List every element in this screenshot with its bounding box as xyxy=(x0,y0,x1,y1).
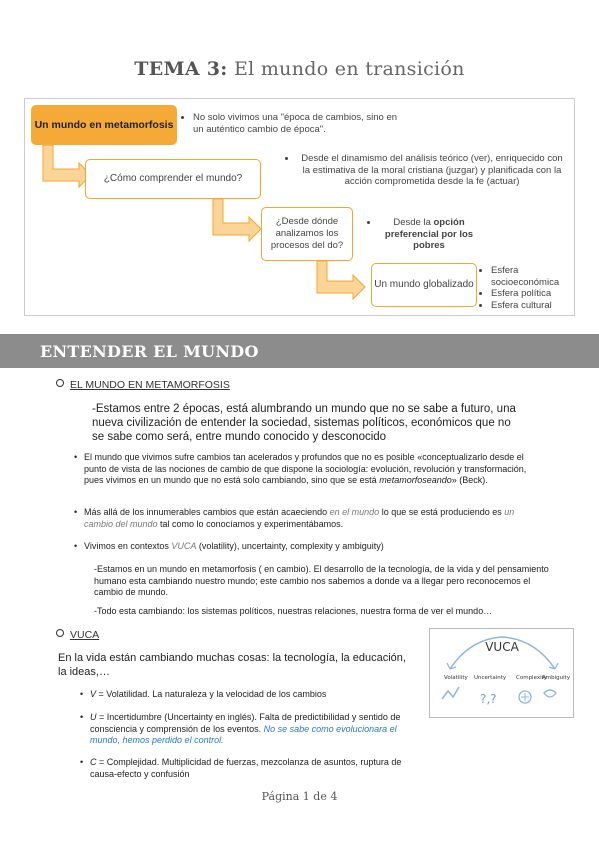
bullet-paragraph xyxy=(84,541,544,553)
text: El mundo que vivimos sufre cambios tan acelerados y profundos que no es posible «conceptualizarlo desde el punto de vista de las nociones de cambio de que dispone la sociología: evolución, revolución y transformación, pues vivimos en un mundo que no está solo cambiando, sino que se está xyxy=(84,452,527,485)
vuca-u-item xyxy=(90,712,410,747)
volatility-icon xyxy=(442,687,459,699)
diagram-box-label: ¿Cómo comprender el mundo? xyxy=(103,173,243,184)
arrow-icon xyxy=(209,199,269,243)
esfera-item: • Esfera política xyxy=(491,288,571,300)
metamorfosis-quote: -Estamos entre 2 épocas, está alumbrando un mundo que no se sabe a futuro, una nueva civilización de entender la sociedad, sistemas políticos, económicos que no se sabe como será, entre mundo conocido y desconocido xyxy=(92,403,516,443)
circle-bullet-icon xyxy=(56,379,64,387)
vuca-img-label: Complexity xyxy=(516,675,548,681)
vuca-intro: En la vida están cambiando muchas cosas: la tecnología, la educación, la ideas,… xyxy=(58,652,406,678)
diagram-desc-1 xyxy=(183,112,403,135)
italic-text: metamorfoseando xyxy=(379,475,452,485)
diagram-box-metamorfosis xyxy=(31,105,177,145)
page-title-rest: El mundo en transición xyxy=(227,58,465,80)
diagram-desc-4 xyxy=(481,265,571,311)
page-title xyxy=(0,58,599,80)
text: = Incertidumbre (Uncertainty en inglés). Falta de predictibilidad y sentido de consciencia y comprensión de los eventos. xyxy=(90,712,401,734)
diagram-desc-text: • No solo vivimos una "época de cambios, sino en un auténtico cambio de época". xyxy=(193,112,403,135)
letter: U xyxy=(90,712,97,722)
diagram-box-label: Un mundo en metamorfosis xyxy=(34,119,174,131)
esfera-item: • Esfera cultural xyxy=(491,300,571,312)
vuca-img-title: VUCA xyxy=(485,640,519,654)
diagram-box-globalizado xyxy=(371,263,477,307)
arrow-icon xyxy=(313,261,373,301)
diagram-desc-3 xyxy=(369,217,479,252)
note-paragraph: -Todo esta cambiando: los sistemas políticos, nuestras relaciones, nuestra forma de ver el mundo… xyxy=(94,606,493,616)
diagram-box-comprender xyxy=(85,159,261,199)
circle-bullet-icon xyxy=(56,629,64,637)
text: = Complejidad. Multiplicidad de fuerzas, mezcolanza de asuntos, ruptura de causa-efecto y confusión xyxy=(90,757,402,779)
heading-metamorfosis xyxy=(56,379,230,391)
heading-text: VUCA xyxy=(70,629,100,641)
text: (volatility), uncertainty, complexity y ambiguity) xyxy=(196,541,384,551)
page-title-bold: TEMA 3: xyxy=(134,58,228,80)
diagram-desc-text: • Desde el dinamismo del análisis teórico (ver), enriquecido con la estimativa de la moral cristiana (juzgar) y planificada con la acción comprometida desde la fe (actuar) xyxy=(297,153,567,188)
diagram-desc-text: Desde la xyxy=(393,217,434,228)
diagram-box-label: ¿Desde dónde analizamos los procesos del do? xyxy=(270,216,344,251)
vuca-img-label: Volatility xyxy=(444,675,468,681)
esfera-item: • Esfera socioeconómica xyxy=(491,265,571,288)
letter: V xyxy=(90,689,97,699)
vuca-sketch xyxy=(430,629,575,719)
text: = Volatilidad. La naturaleza y la velocidad de los cambios xyxy=(96,689,327,699)
text: Más allá de los innumerables cambios que están acaeciendo xyxy=(84,507,330,517)
vuca-illustration xyxy=(429,628,574,718)
text: tal como lo conocíamos y experimentábamos. xyxy=(157,518,344,529)
heading-vuca xyxy=(56,629,99,641)
heading-text: EL MUNDO EN METAMORFOSIS xyxy=(70,379,230,391)
vuca-v-item xyxy=(90,689,410,701)
diagram-box-label: Un mundo globalizado xyxy=(374,279,474,290)
diagram-box-desde-donde xyxy=(261,207,353,261)
text: » (Beck). xyxy=(451,475,488,485)
concept-diagram xyxy=(24,98,575,316)
italic-text: un cambio del mundo xyxy=(84,507,515,529)
italic-note: No se sabe como evolucionara el mundo, hemos perdido el control. xyxy=(90,723,397,745)
vuca-c-item xyxy=(90,757,410,780)
page-footer: Página 1 de 4 xyxy=(261,790,338,803)
italic-text: VUCA xyxy=(171,541,197,551)
text: Vivimos en contextos xyxy=(84,541,172,551)
section-title: ENTENDER EL MUNDO xyxy=(40,341,259,361)
text: lo que se está produciendo es xyxy=(379,507,505,517)
diagram-desc-2 xyxy=(287,153,567,188)
vuca-img-label: Ambiguity xyxy=(542,675,571,681)
bullet-paragraph xyxy=(84,452,544,487)
ambiguity-icon xyxy=(544,690,556,697)
note-paragraph: -Estamos en un mundo en metamorfosis ( en cambio). El desarrollo de la tecnología, de la vida y del pensamiento humano esta cambiando nuestro mundo; este cambio nos sabemos a donde va a llegar pero reconocemos el cambio de mundo. xyxy=(94,564,549,597)
diagram-desc-bold: opción preferencial por los pobres xyxy=(384,217,474,251)
bullet-paragraph xyxy=(84,507,544,530)
vuca-img-label: Uncertainty xyxy=(474,675,507,681)
uncertainty-icon: ?‚? xyxy=(480,692,497,706)
section-header xyxy=(0,334,599,368)
italic-text: en el mundo xyxy=(329,507,380,517)
letter: C xyxy=(90,757,97,767)
